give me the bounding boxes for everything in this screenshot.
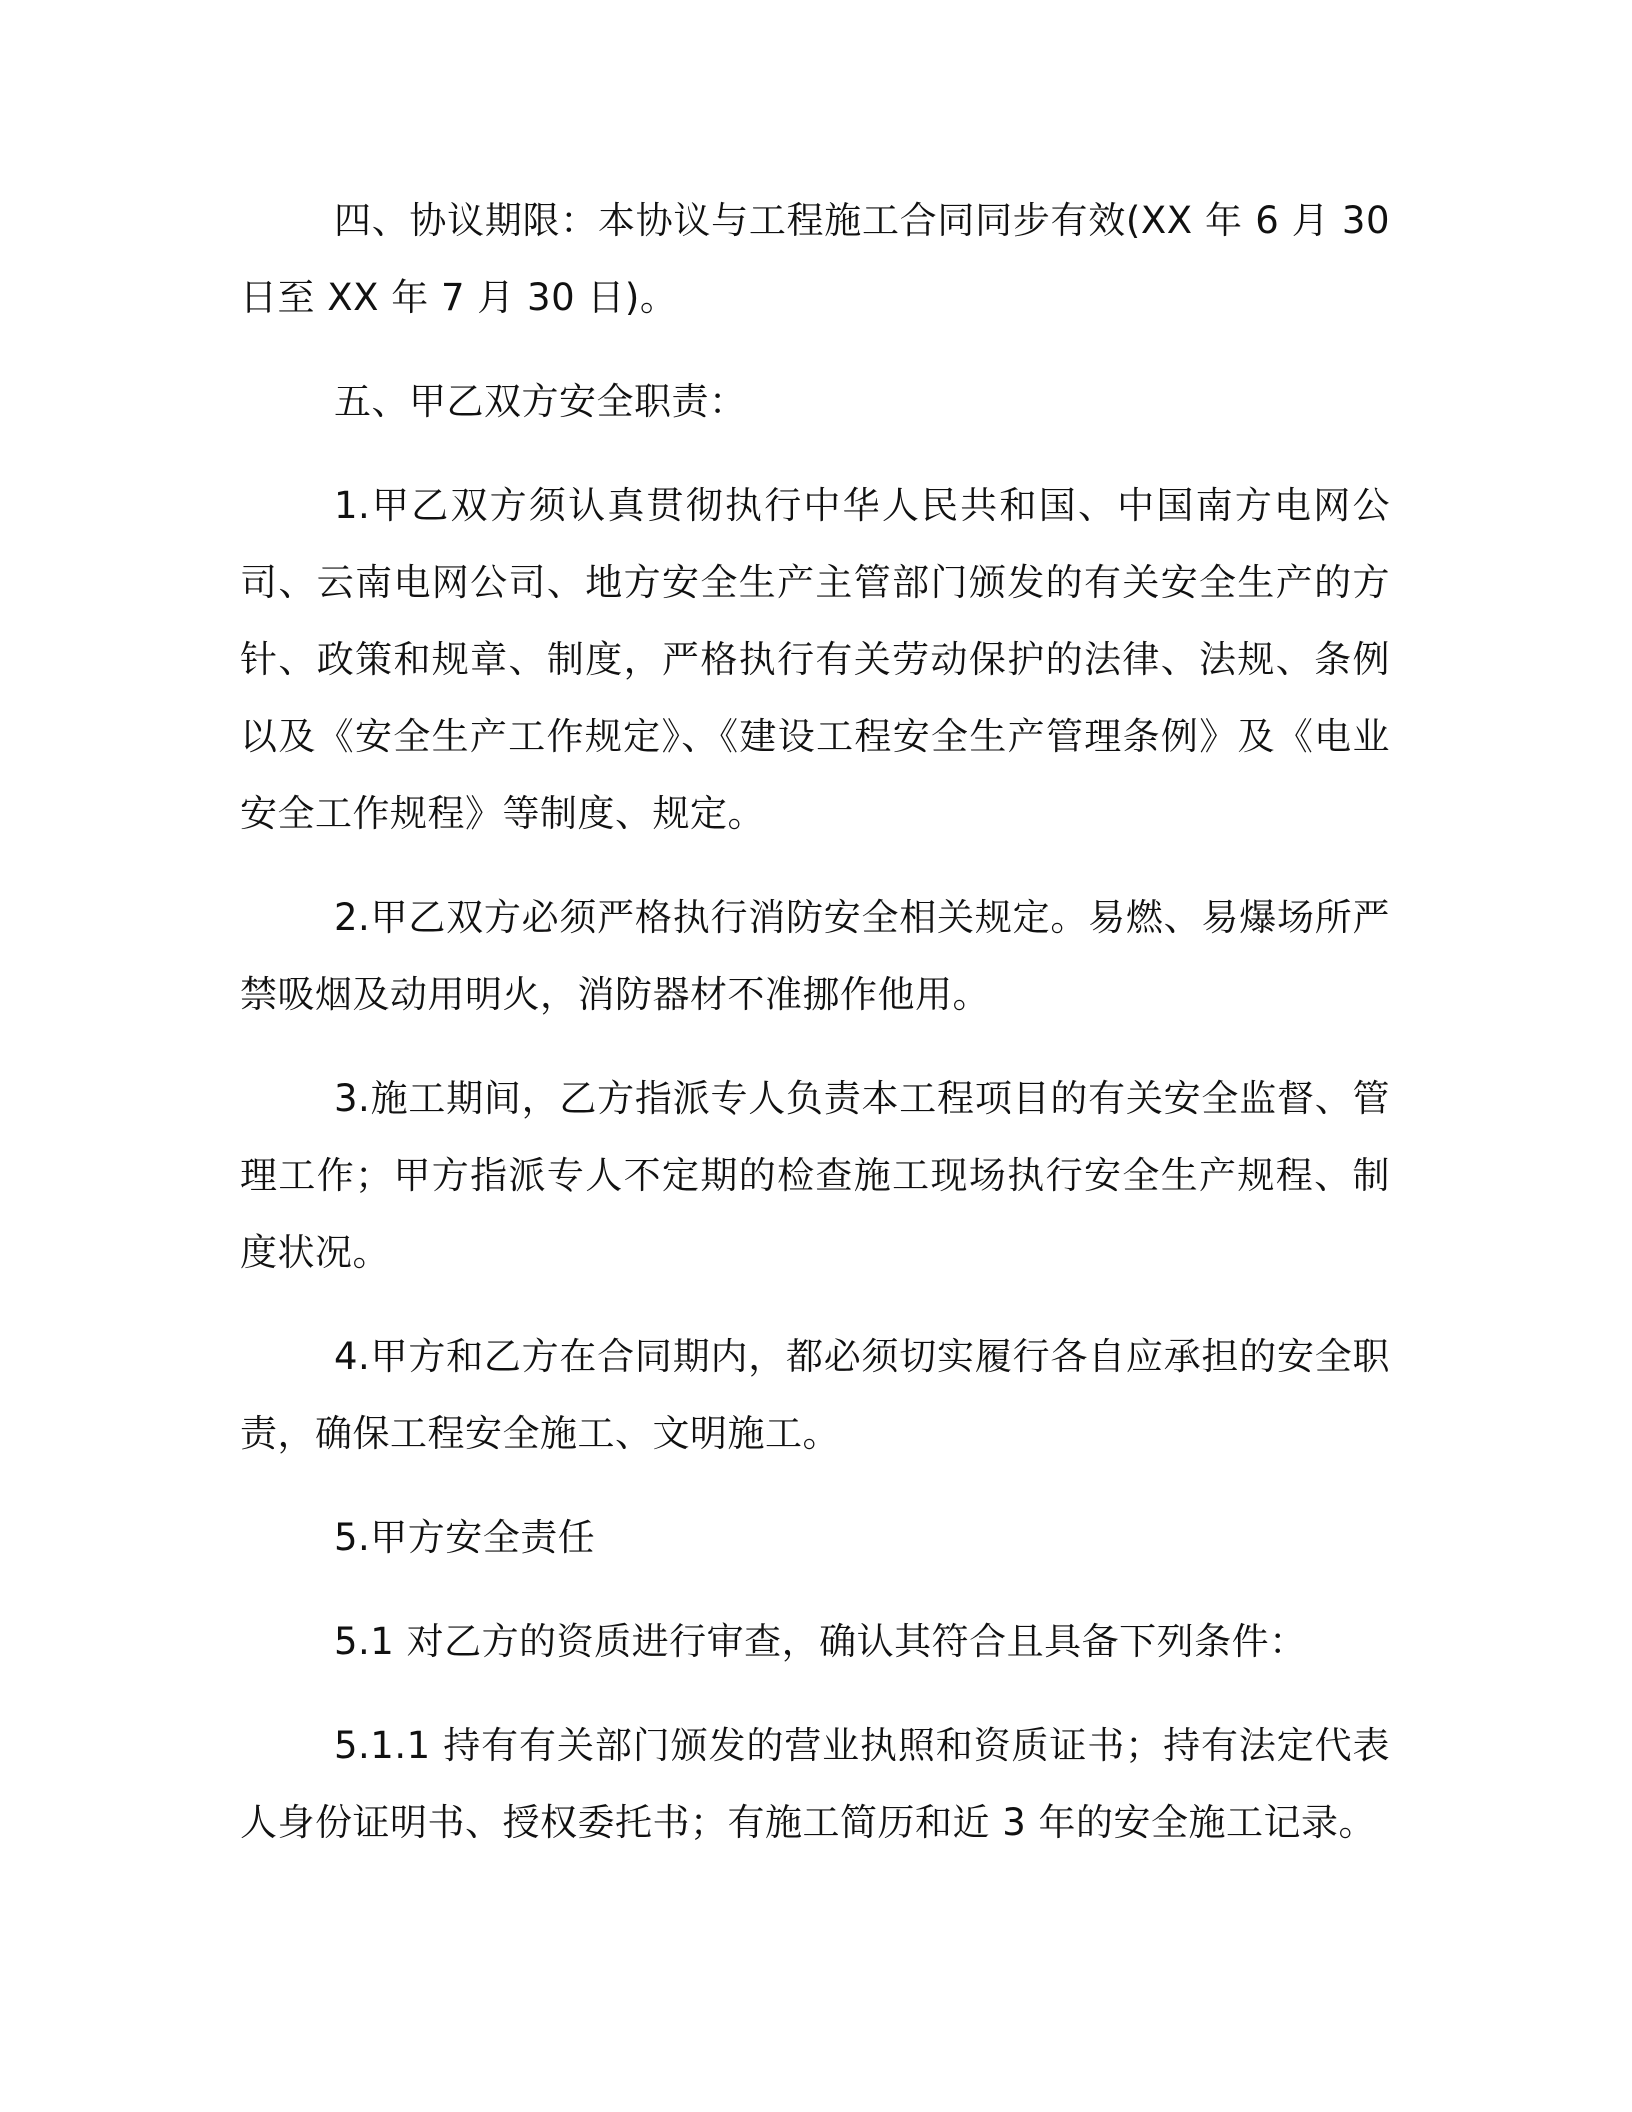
paragraph-agreement-term: 四、协议期限：本协议与工程施工合同同步有效(XX 年 6 月 30 日至 XX 年 7 月 30 日)。 — [240, 199, 1390, 319]
paragraph-item-5-heading: 5.甲方安全责任 — [334, 1516, 596, 1559]
paragraph-item-5-1-1: 5.1.1 持有有关部门颁发的营业执照和资质证书；持有法定代表人身份证明书、授权委托书；有施工简历和近 3 年的安全施工记录。 — [240, 1724, 1390, 1844]
paragraph-item-2: 2.甲乙双方必须严格执行消防安全相关规定。易燃、易爆场所严禁吸烟及动用明火，消防器材不准挪作他用。 — [240, 896, 1390, 1016]
paragraph-item-4: 4.甲方和乙方在合同期内，都必须切实履行各自应承担的安全职责，确保工程安全施工、文明施工。 — [240, 1335, 1390, 1455]
paragraph-item-5-1: 5.1 对乙方的资质进行审查，确认其符合且具备下列条件： — [334, 1620, 1307, 1663]
paragraph-section-five-heading: 五、甲乙双方安全职责： — [334, 380, 747, 423]
paragraph-item-1: 1.甲乙双方须认真贯彻执行中华人民共和国、中国南方电网公司、云南电网公司、地方安全生产主管部门颁发的有关安全生产的方针、政策和规章、制度，严格执行有关劳动保护的法律、法规、条例以及《安全生产工作规定》、《建设工程安全生产管理条例》及《电业安全工作规程》等制度、规定。 — [240, 484, 1390, 835]
paragraph-item-3: 3.施工期间，乙方指派专人负责本工程项目的有关安全监督、管理工作；甲方指派专人不定期的检查施工现场执行安全生产规程、制度状况。 — [240, 1077, 1390, 1274]
document-body — [240, 182, 1390, 1888]
